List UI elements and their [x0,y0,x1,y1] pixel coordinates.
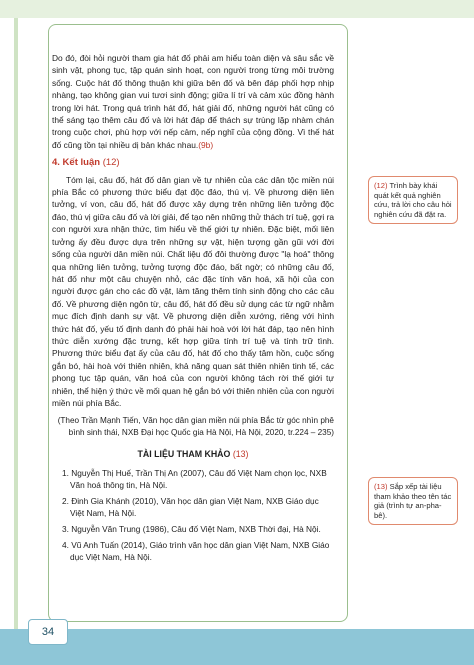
intro-paragraph: Do đó, đòi hỏi người tham gia hát đố phải am hiểu toàn diện và sâu sắc về sinh vật, phong tục, tập quán sinh hoạt, con người trong từng môi trường sống. Cuộc hát đố thông thuận khi giữa bên đố và bên đáp phối hợp nhịp nhàng, tạo không gian vui tươi sinh động; giữa lí trí và cảm xúc đồng hành trong lời hát. Trong quá trình hát đố, hát giải đố, những người hát cũng có thể sáng tạo thêm câu đố và lời hát đáp để thách sự trùng lặp nhàm chán trong cuộc chơi, phù hợp với nếp cảm, nếp nghĩ của cộng đồng. Vì thế hát đố cũng tồn tại nhiều dị bản khác nhau.(9b) [52,53,334,150]
section-heading: 4. Kết luận (12) [52,157,120,169]
left-margin-rule [14,18,18,629]
bottom-bar [0,629,474,665]
side-note-number: (12) [374,181,388,190]
conclusion-paragraph: Tóm lại, câu đố, hát đố dân gian về tự nhiên của các dân tộc miền núi phía Bắc có phương thức biểu đạt độc đáo, thú vị. Về phương diện liên tưởng, ví von, câu đố, hát đố được xây dựng trên những liên tưởng độc đáo, thú vị giữa câu đố và lời giải, để tạo nên những thử thách trí tuệ, gợi ra con người xưa nhận thức, tìm hiểu về thế giới tự nhiên. Đặc biệt, mối liên tưởng ấy đều được dựa trên những sự vật, hiện tượng gần gũi với đời sống của người dân miền núi. Chất liệu đố đôi thường được "lạ hoá" thông qua những liên tưởng, tưởng tượng độc đáo, bất ngờ; có những câu đố, hát đố như một câu chuyện nhỏ, các đặc tính văn hoá, xã hội của con người được gán cho các đồ vật, làm tăng thêm tính sinh động cho các câu đố. Về phương diện ngôn từ, câu đố, hát đố đều sử dụng các từ ngữ nhằm mục đích định danh sự vật. Về phương diện diễn xướng, riêng với hình thức hát đố, yếu tố định danh đó phải hài hoà với lời hát đáp, tạo nên hình thức diễn xướng đặc trưng, kết hợp giữa tính trí tuệ và tính trữ tình. Phương thức biểu đạt ấy của câu đố, hát đố cho thấy tâm hồn, cuộc sống gắn bó, hài hoà với thiên nhiên, khả năng quan sát thiên nhiên tinh tế, các phong tục tập quán, văn hoá của con người không tách rời thế giới tự nhiên, thể hiện ý thức về mối quan hệ gắn bó với thiên nhiên của con người miền núi phía Bắc. [52,174,335,408]
side-note-number: (13) [374,482,388,491]
reference-item: 4. Vũ Anh Tuấn (2014), Giáo trình văn học dân gian Việt Nam, NXB Giáo dục Việt Nam, Hà Nội. [62,539,330,562]
reference-item: 2. Đinh Gia Khánh (2010), Văn học dân gian Việt Nam, NXB Giáo dục Việt Nam, Hà Nội. [62,495,319,518]
side-note-12 [368,176,458,224]
source-citation: (Theo Trần Mạnh Tiến, Văn học dân gian miền núi phía Bắc từ góc nhìn phê bình sinh thái, NXB Đại học Quốc gia Hà Nội, Hà Nội, 2020, tr.224 – 235) [57,416,334,437]
section-note: (12) [102,157,120,169]
references-heading: TÀI LIỆU THAM KHẢO (13) [137,449,249,460]
page-number: 34 [28,619,68,645]
intro-note: (9b) [198,139,214,150]
reference-item: 1. Nguyễn Thị Huế, Trần Thị An (2007), Câu đố Việt Nam chọn lọc, NXB Văn hoá thông tin, Hà Nội. [62,467,327,490]
reference-item: 3. Nguyễn Văn Trung (1986), Câu đố Việt Nam, NXB Thời đại, Hà Nội. [62,523,321,534]
side-note-13 [368,477,458,525]
side-note-text: Sắp xếp tài liệu tham khảo theo tên tác giả (trình tự an-pha-bê). [374,482,452,520]
references-list [52,467,334,563]
main-content [52,52,334,567]
references-note: (13) [232,449,249,460]
side-note-text: Trình bày khái quát kết quả nghiên cứu, trả lời cho câu hỏi nghiên cứu đã đặt ra. [374,181,452,219]
top-band [0,0,474,18]
